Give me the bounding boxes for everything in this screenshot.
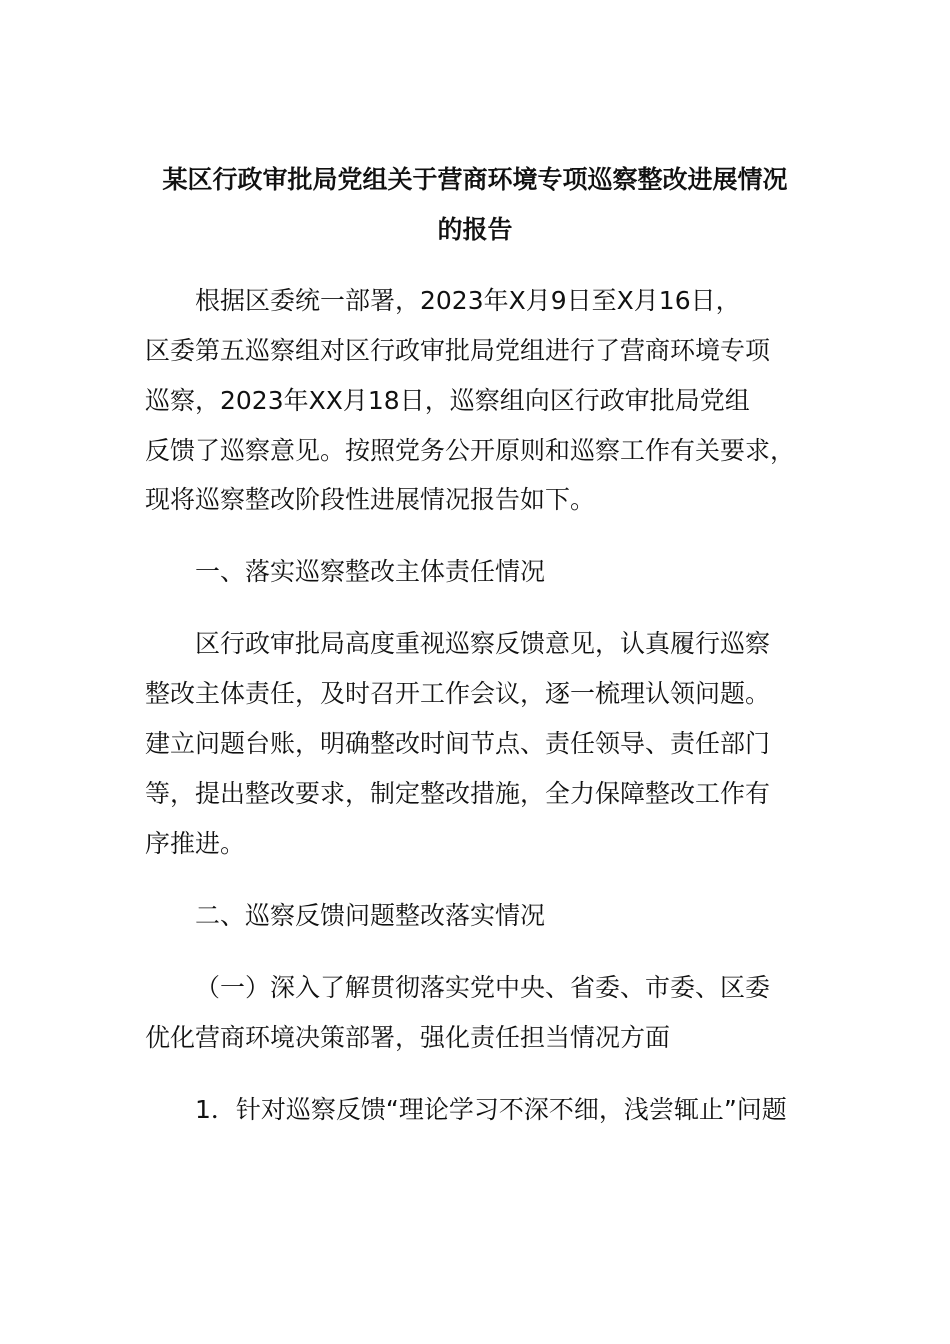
paragraph-line: 根据区委统一部署，2023年X月9日至X月16日， <box>195 286 741 315</box>
paragraph-line: 巡察，2023年XX月18日，巡察组向区行政审批局党组 <box>145 386 750 415</box>
document-title-line-2: 的报告 <box>437 215 513 244</box>
subsection-heading: （一）深入了解贯彻落实党中央、省委、市委、区委 <box>195 973 771 1002</box>
paragraph-line: 区行政审批局高度重视巡察反馈意见，认真履行巡察 <box>195 629 771 658</box>
document-title-line-1: 某区行政审批局党组关于营商环境专项巡察整改进展情况 <box>162 165 788 194</box>
paragraph-line: 序推进。 <box>145 829 246 858</box>
list-item: 1．针对巡察反馈“理论学习不深不细，浅尝辄止”问题 <box>195 1095 787 1124</box>
subsection-heading: 优化营商环境决策部署，强化责任担当情况方面 <box>145 1023 671 1052</box>
paragraph-line: 区委第五巡察组对区行政审批局党组进行了营商环境专项 <box>145 336 771 365</box>
paragraph-line: 等，提出整改要求，制定整改措施，全力保障整改工作有 <box>145 779 771 808</box>
paragraph-line: 现将巡察整改阶段性进展情况报告如下。 <box>145 485 596 514</box>
section-heading: 二、巡察反馈问题整改落实情况 <box>195 901 546 930</box>
paragraph-line: 建立问题台账，明确整改时间节点、责任领导、责任部门 <box>145 729 771 758</box>
section-heading: 一、落实巡察整改主体责任情况 <box>195 557 546 586</box>
paragraph-line: 整改主体责任，及时召开工作会议，逐一梳理认领问题。 <box>145 679 771 708</box>
paragraph-line: 反馈了巡察意见。按照党务公开原则和巡察工作有关要求， <box>145 436 796 465</box>
